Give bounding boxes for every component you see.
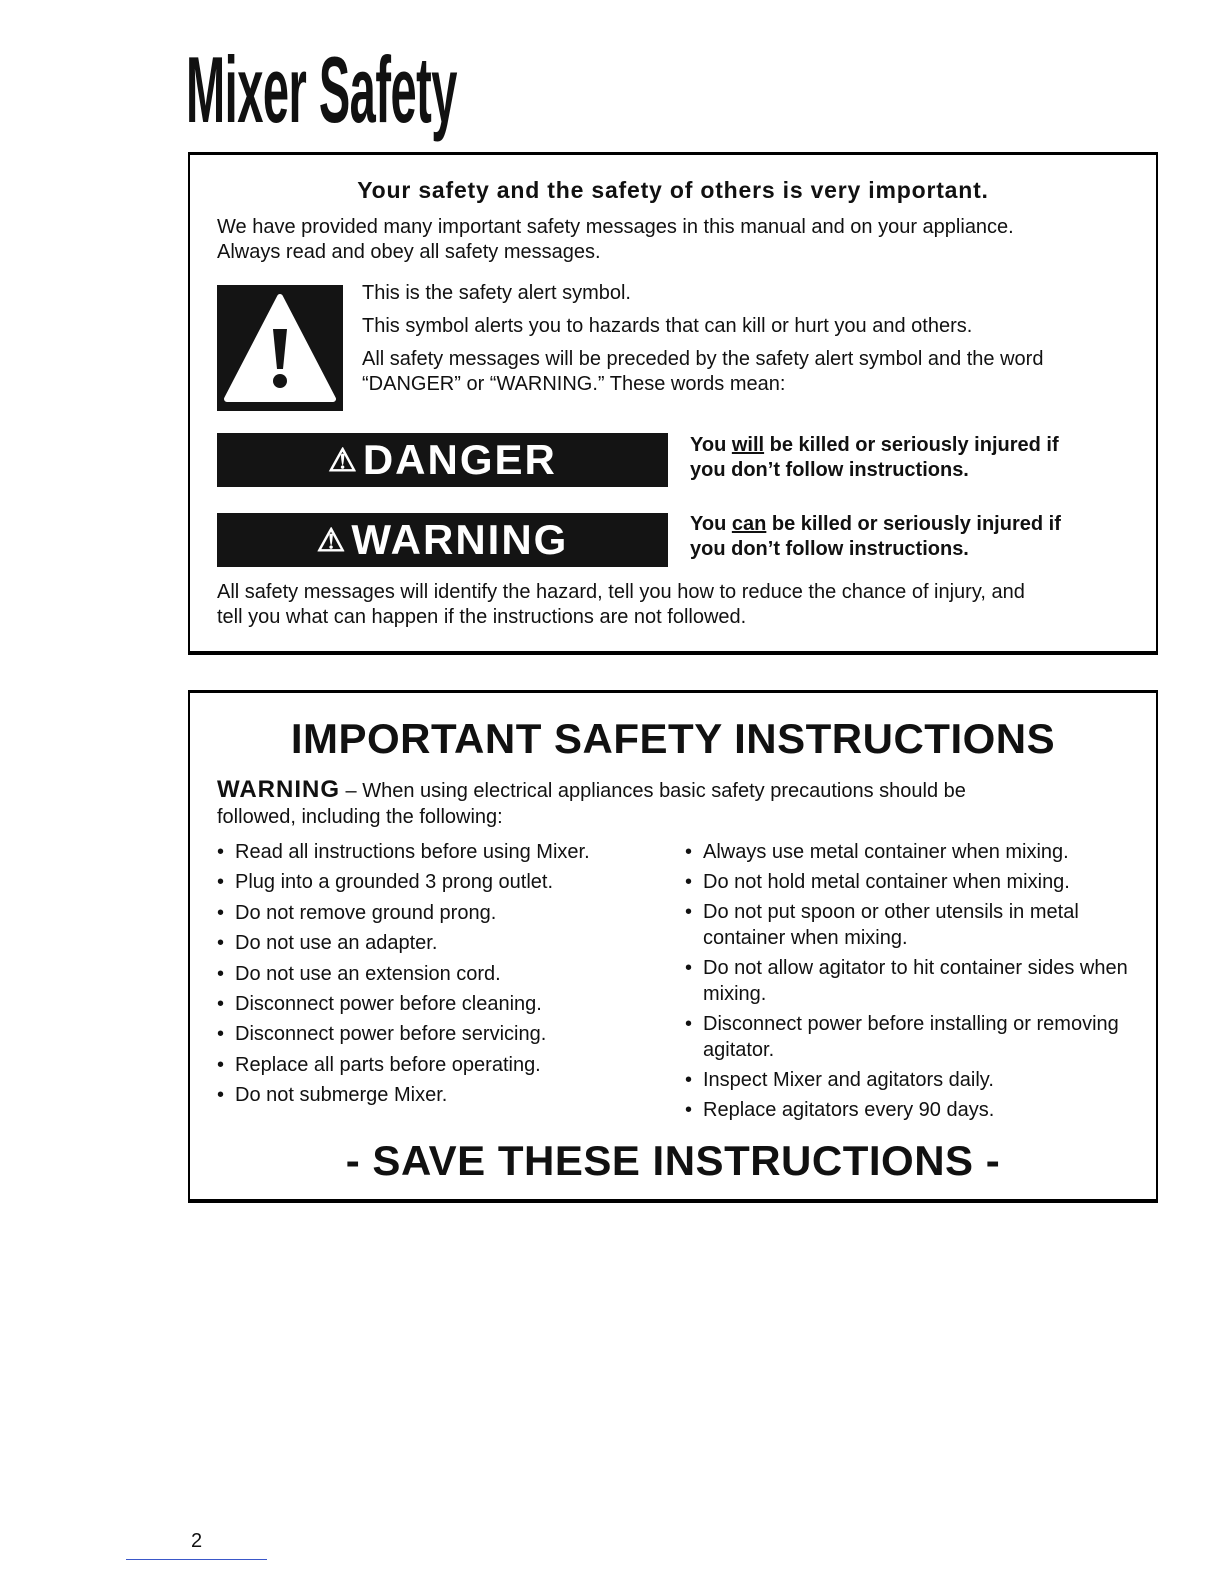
desc-text: you don’t follow instructions. [690,538,969,560]
warning-paragraph [217,777,1117,830]
list-item: • Do not remove ground prong. [217,900,657,926]
list-item: • Disconnect power before cleaning. [217,991,657,1017]
safety-heading: Your safety and the safety of others is very important. [357,177,989,203]
list-item: • Do not allow agitator to hit container sides when mixing. [685,955,1145,1007]
safety-alert-icon [217,285,343,411]
safety-intro [217,215,1014,265]
warning-triangle-icon: ⚠ [316,522,348,558]
list-item: • Replace all parts before operating. [217,1052,657,1078]
list-item: • Plug into a grounded 3 prong outlet. [217,869,657,895]
list-item: • Replace agitators every 90 days. [685,1097,1145,1123]
alert-line: This is the safety alert symbol. [362,282,631,304]
closing-line: tell you what can happen if the instructions are not followed. [217,606,747,628]
warning-signal-banner [217,513,668,567]
alert-line: This symbol alerts you to hazards that can kill or hurt you and others. [362,315,973,337]
safety-closing [217,580,1147,630]
page-title: Mixer Safety [186,37,457,142]
list-item: • Do not put spoon or other utensils in metal container when mixing. [685,899,1145,951]
desc-text: You [690,513,732,535]
warning-label: WARNING [351,516,569,563]
danger-description [690,433,1059,483]
important-instructions-box [188,690,1158,1203]
desc-text: be killed or seriously injured if [764,434,1059,456]
intro-line: Always read and obey all safety messages. [217,241,601,263]
list-item: • Disconnect power before installing or removing agitator. [685,1011,1145,1063]
footer-rule [126,1559,267,1560]
instructions-left-column [217,839,657,1113]
list-item: • Disconnect power before servicing. [217,1021,657,1047]
instructions-title: IMPORTANT SAFETY INSTRUCTIONS [290,715,1056,762]
alert-line: All safety messages will be preceded by the safety alert symbol and the word [362,348,1044,370]
warning-description [690,512,1061,562]
danger-signal-banner [217,433,668,487]
list-item: • Do not hold metal container when mixing. [685,869,1145,895]
warning-word: WARNING [217,776,340,803]
danger-label: DANGER [362,436,557,483]
intro-line: We have provided many important safety messages in this manual and on your appliance. [217,216,1014,238]
desc-text: You [690,434,732,456]
warning-triangle-icon: ⚠ [328,442,359,478]
warning-text: followed, including the following: [217,806,503,828]
safety-message-box [188,152,1158,655]
list-item: • Do not use an adapter. [217,930,657,956]
list-item: • Read all instructions before using Mixer. [217,839,657,865]
list-item: • Do not submerge Mixer. [217,1082,657,1108]
closing-line: All safety messages will identify the hazard, tell you how to reduce the chance of injury, and [217,581,1025,603]
desc-emphasis: can [731,513,767,535]
save-instructions-footer: - SAVE THESE INSTRUCTIONS - [345,1137,1001,1184]
list-item: • Do not use an extension cord. [217,961,657,987]
instructions-right-column [685,839,1145,1127]
list-item: • Always use metal container when mixing. [685,839,1145,865]
desc-emphasis: will [731,434,765,456]
warning-text: – When using electrical appliances basic safety precautions should be [340,780,966,802]
list-item: • Inspect Mixer and agitators daily. [685,1067,1145,1093]
alert-symbol-explanation [362,281,1043,405]
page-number: 2 [191,1530,203,1552]
desc-text: you don’t follow instructions. [690,459,969,481]
desc-text: be killed or seriously injured if [766,513,1061,535]
alert-line: “DANGER” or “WARNING.” These words mean: [362,373,786,395]
